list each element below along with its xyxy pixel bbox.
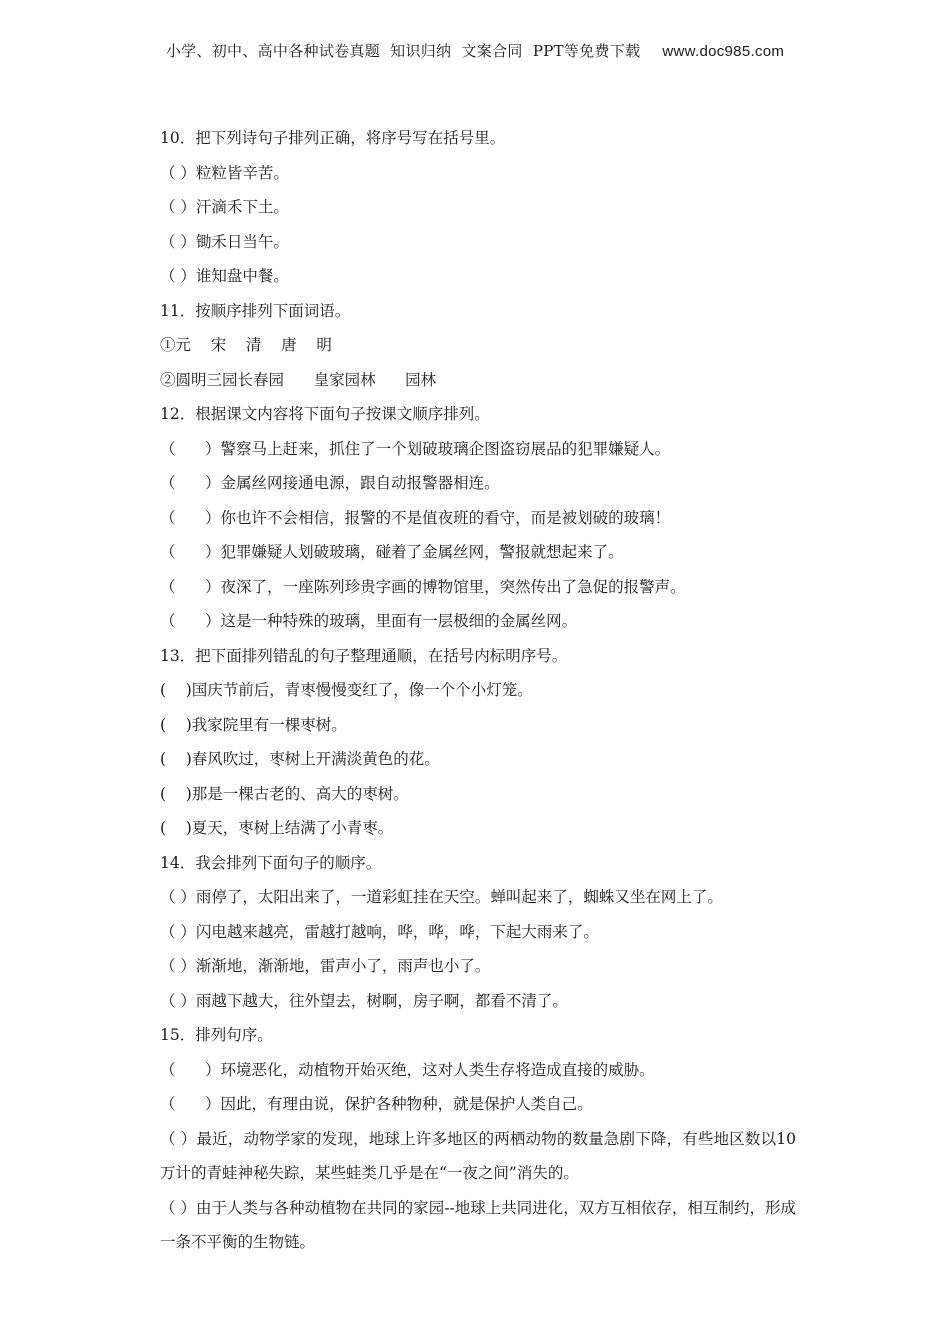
question-14-title: 14．我会排列下面句子的顺序。 — [160, 853, 382, 872]
question-15-item: （ ）由于人类与各种动植物在共同的家园--地球上共同进化，双方互相依存，相互制约，形成一条不平衡的生物链。 — [160, 1198, 796, 1251]
question-10-item: （ ）锄禾日当午。 — [160, 232, 289, 251]
document-body — [160, 121, 796, 1260]
question-12-item: （ ）这是一种特殊的玻璃，里面有一层极细的金属丝网。 — [160, 612, 578, 630]
question-12-item: （ ）犯罪嫌疑人划破玻璃，碰着了金属丝网，警报就想起来了。 — [160, 543, 624, 561]
header-url: www.doc985.com — [662, 43, 785, 60]
question-14-item: （ ）雨停了，太阳出来了，一道彩虹挂在天空。蝉叫起来了，蜘蛛又坐在网上了。 — [160, 888, 723, 906]
question-14-item: （ ）闪电越来越亮，雷越打越响，哗，哗，哗，下起大雨来了。 — [160, 922, 599, 941]
question-12-item: （ ）你也许不会相信，报警的不是值夜班的看守，而是被划破的玻璃！ — [160, 508, 671, 527]
page-header — [0, 40, 950, 61]
question-15-item: （ ）环境恶化，动植物开始灭绝，这对人类生存将造成直接的威胁。 — [160, 1060, 655, 1079]
question-15-item: （ ）因此，有理由说，保护各种物种，就是保护人类自己。 — [160, 1095, 593, 1113]
question-13-item: ( )国庆节前后，青枣慢慢变红了，像一个个小灯笼。 — [160, 681, 533, 699]
question-11-title: 11．按顺序排列下面词语。 — [160, 301, 351, 320]
question-10-item: （ ）粒粒皆辛苦。 — [160, 163, 289, 182]
question-12-item: （ ）金属丝网接通电源，跟自动报警器相连。 — [160, 474, 500, 492]
question-15-item: （ ）最近，动物学家的发现，地球上许多地区的两栖动物的数量急剧下降，有些地区数以10万计的青蛙神秘失踪，某些蛙类几乎是在“一夜之间”消失的。 — [160, 1129, 796, 1182]
question-12-title: 12．根据课文内容将下面句子按课文顺序排列。 — [160, 405, 490, 423]
question-11-item: ①元 宋 清 唐 明 — [160, 336, 332, 354]
question-14-item: （ ）雨越下越大，往外望去，树啊，房子啊，都看不清了。 — [160, 991, 568, 1010]
question-14-item: （ ）渐渐地，渐渐地，雷声小了，雨声也小了。 — [160, 957, 491, 975]
question-12-item: （ ）夜深了，一座陈列珍贵字画的博物馆里，突然传出了急促的报警声。 — [160, 577, 686, 596]
question-13-item: ( )我家院里有一棵枣树。 — [160, 715, 347, 734]
question-11-item: ②圆明三园长春园 皇家园林 园林 — [160, 370, 437, 389]
question-13-title: 13．把下面排列错乱的句子整理通顺，在括号内标明序号。 — [160, 646, 568, 665]
question-10-item: （ ）谁知盘中餐。 — [160, 267, 289, 285]
question-13-item: ( )春风吹过，枣树上开满淡黄色的花。 — [160, 750, 440, 768]
question-10-item: （ ）汗滴禾下土。 — [160, 198, 289, 216]
question-13-item: ( )那是一棵古老的、高大的枣树。 — [160, 784, 409, 803]
question-10-title: 10．把下列诗句子排列正确，将序号写在括号里。 — [160, 129, 506, 147]
header-site-text: 小学、初中、高中各种试卷真题 知识归纳 文案合同 PPT等免费下载 — [165, 42, 641, 60]
question-12-item: （ ）警察马上赶来，抓住了一个划破玻璃企图盗窃展品的犯罪嫌疑人。 — [160, 439, 671, 458]
question-15-title: 15．排列句序。 — [160, 1026, 273, 1044]
question-13-item: ( )夏天，枣树上结满了小青枣。 — [160, 819, 394, 837]
